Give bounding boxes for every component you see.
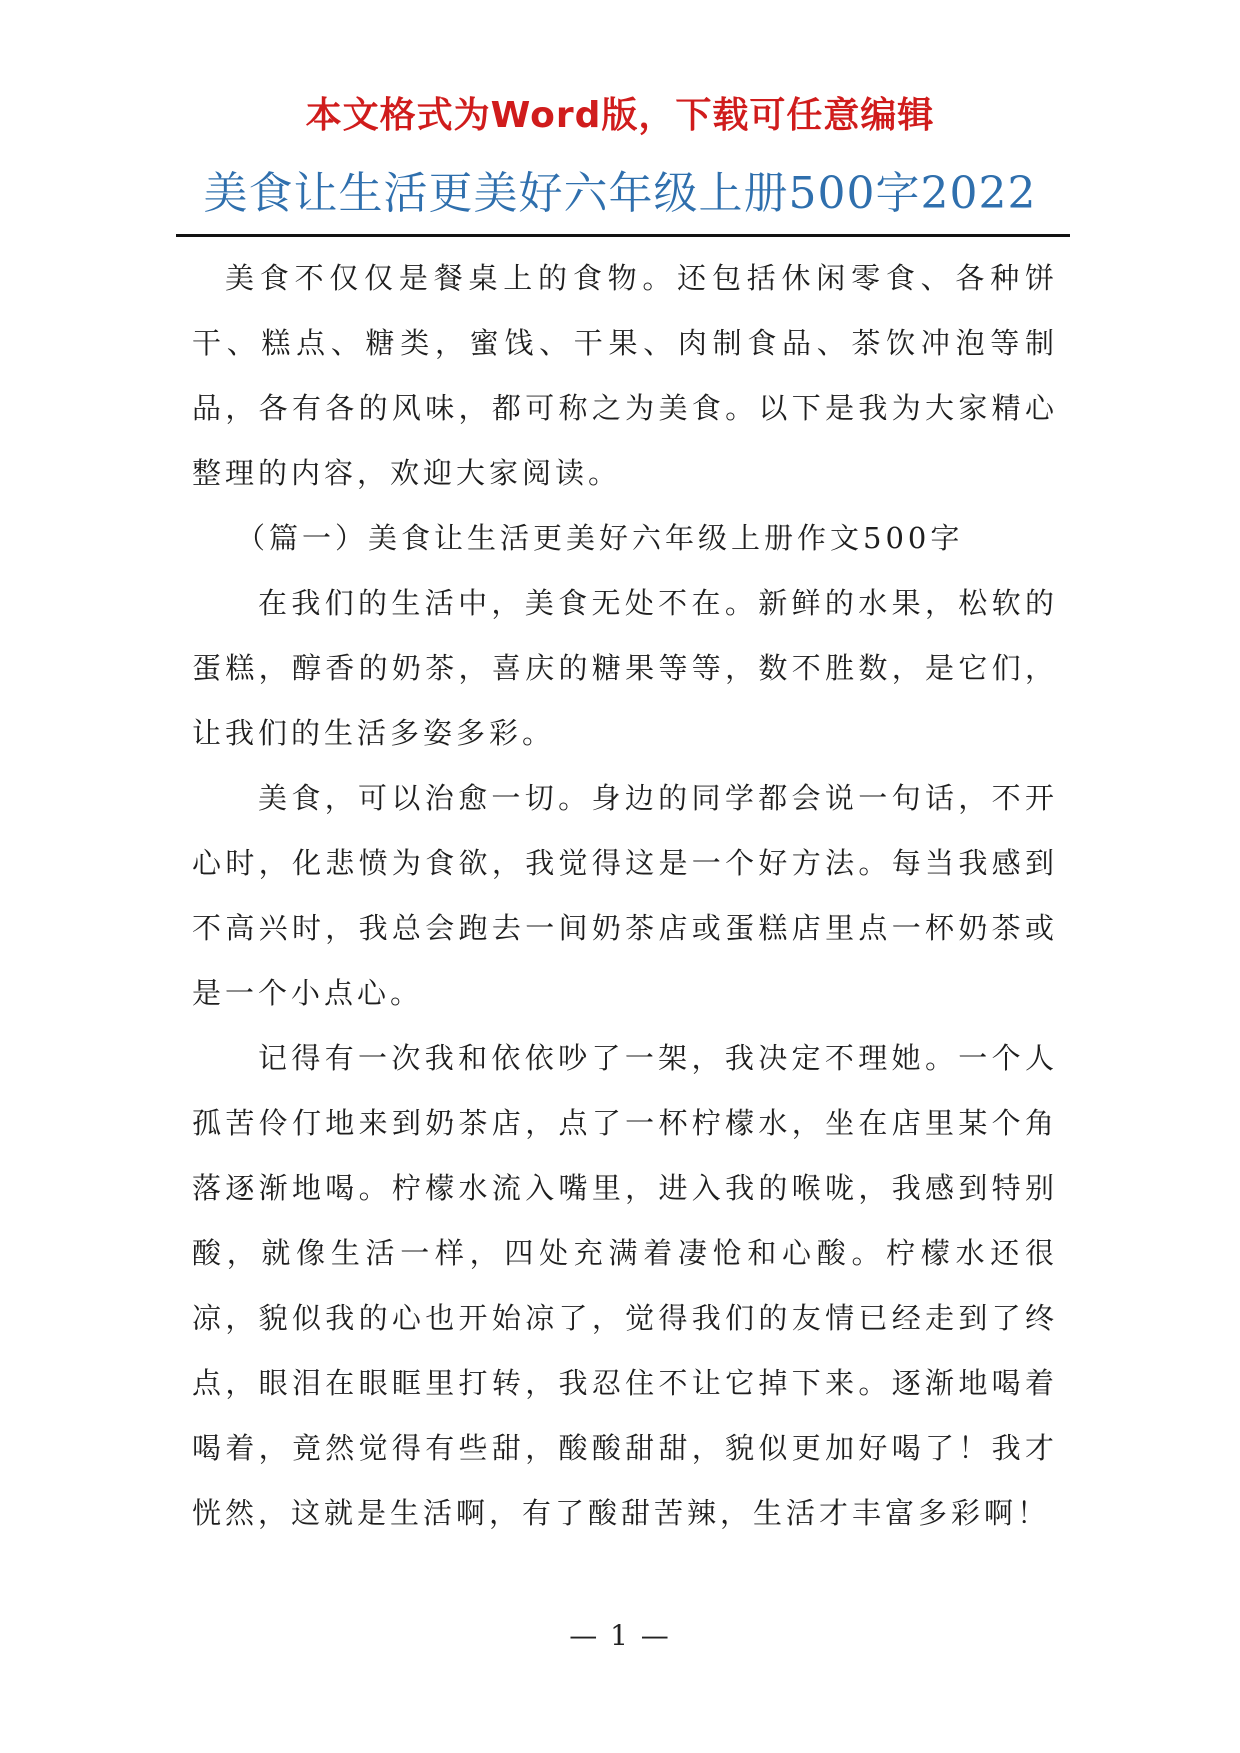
- section-heading: （篇一）美食让生活更美好六年级上册作文500字: [236, 521, 964, 555]
- page-number: — 1 —: [569, 1619, 671, 1652]
- body-paragraph-2: 美食，可以治愈一切。身边的同学都会说一句话，不开心时，化悲愤为食欲，我觉得这是一个好方法。每当我感到不高兴时，我总会跑去一间奶茶店或蛋糕店里点一杯奶茶或是一个小点心。: [192, 781, 1058, 1010]
- intro-paragraph: 美食不仅仅是餐桌上的食物。还包括休闲零食、各种饼干、糕点、糖类，蜜饯、干果、肉制食品、茶饮冲泡等制品，各有各的风味，都可称之为美食。以下是我为大家精心整理的内容，欢迎大家阅读。: [192, 261, 1058, 490]
- body-paragraph-3: 记得有一次我和依依吵了一架，我决定不理她。一个人孤苦伶仃地来到奶茶店，点了一杯柠檬水，坐在店里某个角落逐渐地喝。柠檬水流入嘴里，进入我的喉咙，我感到特别酸，就像生活一样，四处充满着凄怆和心酸。柠檬水还很凉，貌似我的心也开始凉了，觉得我们的友情已经走到了终点，眼泪在眼眶里打转，我忍住不让它掉下来。逐渐地喝着喝着，竟然觉得有些甜，酸酸甜甜，貌似更加好喝了！我才恍然，这就是生活啊，有了酸甜苦辣，生活才丰富多彩啊！: [192, 1041, 1058, 1530]
- document-body: [192, 246, 1058, 1546]
- document-title: 美食让生活更美好六年级上册500字2022: [203, 168, 1037, 219]
- title-divider: [176, 234, 1070, 237]
- format-notice-banner: 本文格式为Word版，下载可任意编辑: [305, 95, 935, 136]
- body-paragraph-1: 在我们的生活中，美食无处不在。新鲜的水果，松软的蛋糕，醇香的奶茶，喜庆的糖果等等，数不胜数，是它们，让我们的生活多姿多彩。: [192, 586, 1058, 750]
